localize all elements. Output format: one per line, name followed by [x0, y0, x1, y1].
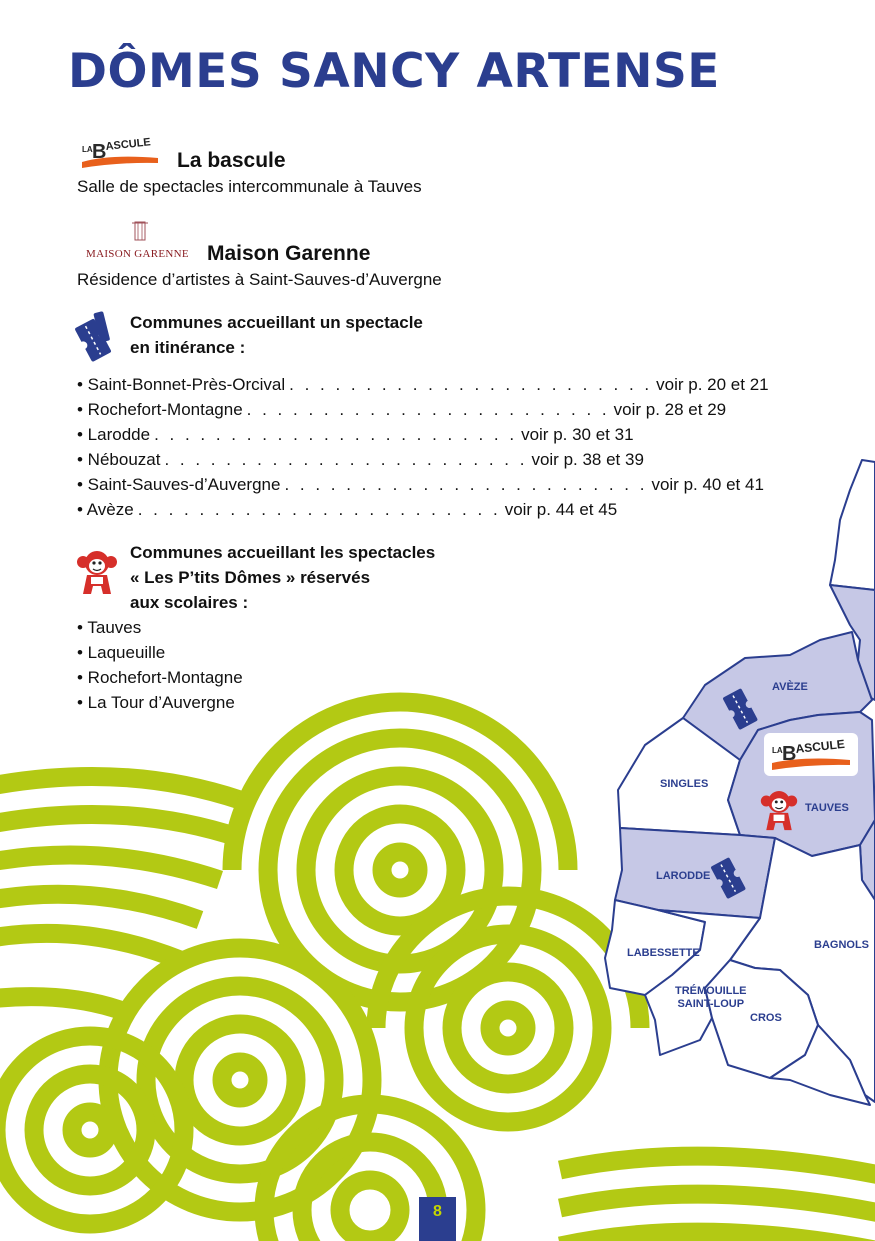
list-item: • Nébouzat . . . . . . . . . . . . . . . . . . . . . . . . voir p. 38 et 39: [77, 447, 444, 472]
venue-name-maison-garenne: Maison Garenne: [207, 242, 371, 265]
page-reference: voir p. 40 et 41: [651, 475, 764, 494]
svg-text:ASCULE: ASCULE: [105, 136, 152, 153]
venue-name-la-bascule: La bascule: [177, 149, 286, 172]
commune-name: • Rochefort-Montagne: [77, 400, 243, 419]
commune-name: • Avèze: [77, 500, 134, 519]
itinerance-heading-line-1: Communes accueillant un spectacle: [130, 313, 423, 332]
map-label-cros: CROS: [750, 1012, 782, 1024]
map-label-singles: SINGLES: [660, 778, 709, 790]
svg-text:LA: LA: [82, 145, 93, 154]
map-label-tauves: TAUVES: [805, 802, 849, 814]
list-item: • La Tour d’Auvergne: [77, 693, 235, 712]
page-reference: voir p. 20 et 21: [656, 375, 769, 394]
map-label-tremouille-line-2: SAINT-LOUP: [677, 998, 745, 1010]
map-ticket-icon-larodde: [710, 852, 754, 898]
svg-text:B: B: [92, 141, 107, 163]
map-label-bagnols: BAGNOLS: [814, 939, 869, 951]
list-item: • Rochefort-Montagne: [77, 668, 243, 687]
map-label-tremouille-saint-loup: [675, 985, 747, 1011]
list-item: • Saint-Sauves-d’Auvergne . . . . . . . . . . . . . . . . . . . . . . . . voir p. 40 et 41: [77, 472, 444, 497]
scolaires-heading-line-1: Communes accueillant les spectacles: [130, 543, 436, 562]
list-item: • Avèze . . . . . . . . . . . . . . . . . . . . . . . . voir p. 44 et 45: [77, 497, 444, 522]
map-label-aveze: AVÈZE: [772, 681, 808, 693]
svg-text:ASCULE: ASCULE: [794, 736, 846, 756]
list-item: • Laqueuille: [77, 643, 166, 662]
svg-text:LA: LA: [772, 746, 783, 755]
page-reference: voir p. 38 et 39: [531, 450, 644, 469]
itinerance-heading-line-2: en itinérance :: [130, 338, 246, 357]
la-bascule-logo: [764, 733, 858, 776]
list-item: • Tauves: [77, 618, 142, 637]
venue-description-maison-garenne: Résidence d’artistes à Saint-Sauves-d’Auvergne: [77, 270, 442, 289]
list-item: • Rochefort-Montagne . . . . . . . . . . . . . . . . . . . . . . . . voir p. 28 et 29: [77, 397, 444, 422]
commune-name: • Saint-Bonnet-Près-Orcival: [77, 375, 286, 394]
map-bascule-badge: [764, 733, 858, 776]
commune-name: • Nébouzat: [77, 450, 161, 469]
page-reference: voir p. 28 et 29: [613, 400, 727, 419]
page-title: DÔMES SANCY ARTENSE: [68, 44, 720, 99]
venue-description-la-bascule: Salle de spectacles intercommunale à Tauves: [77, 177, 422, 196]
commune-name: • Larodde: [77, 425, 151, 444]
page-reference: voir p. 44 et 45: [504, 500, 618, 519]
map-label-tremouille-line-1: TRÉMOUILLE: [675, 985, 747, 997]
map-label-larodde: LARODDE: [656, 870, 711, 882]
svg-text:B: B: [782, 743, 797, 765]
map-label-labessette: LABESSETTE: [627, 947, 700, 959]
commune-name: • Saint-Sauves-d’Auvergne: [77, 475, 281, 494]
scolaires-heading-line-2: « Les P’tits Dômes » réservés: [130, 568, 371, 587]
page-reference: voir p. 30 et 31: [521, 425, 634, 444]
map-ticket-icon-aveze: [722, 683, 766, 729]
list-item: • Saint-Bonnet-Près-Orcival . . . . . . . . . . . . . . . . . . . . . . . . voir p. 20 et 21: [77, 372, 444, 397]
page-number: 8: [419, 1197, 456, 1241]
list-item: • Larodde . . . . . . . . . . . . . . . . . . . . . . . . voir p. 30 et 31: [77, 422, 444, 447]
map-monkey-mascot-icon: [759, 788, 799, 834]
scolaires-heading-line-3: aux scolaires :: [130, 593, 249, 612]
maison-garenne-logo-text: MAISON GARENNE: [86, 248, 189, 260]
